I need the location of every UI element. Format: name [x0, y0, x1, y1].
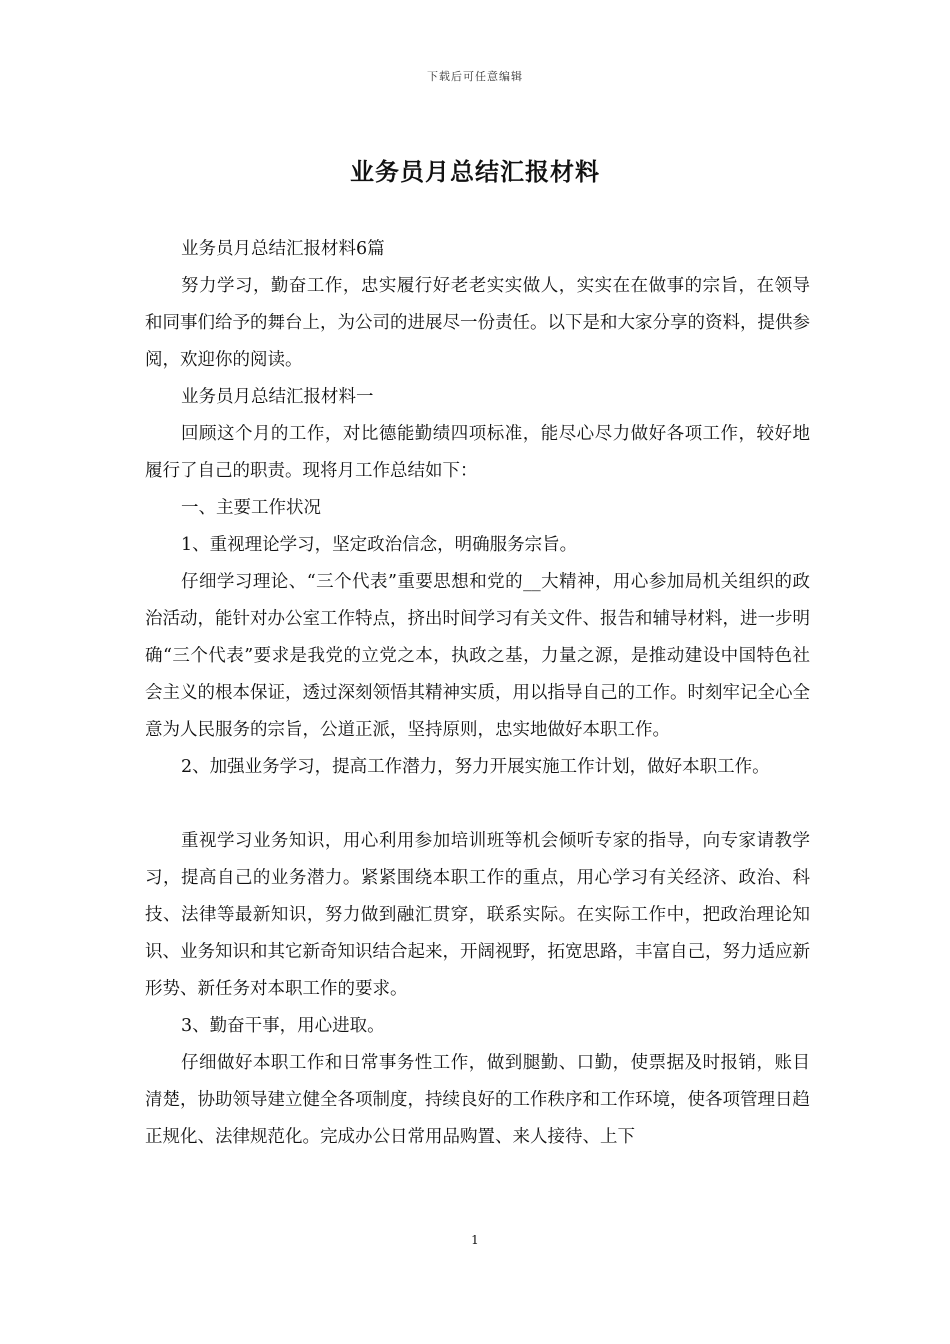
paragraph: 回顾这个月的工作，对比德能勤绩四项标准，能尽心尽力做好各项工作，较好地履行了自己的职责。现将月工作总结如下： [145, 424, 810, 481]
document-body [145, 231, 810, 1156]
paragraph: 业务员月总结汇报材料一 [181, 387, 374, 407]
paragraph: 努力学习，勤奋工作，忠实履行好老老实实做人，实实在在做事的宗旨，在领导和同事们给予的舞台上，为公司的进展尽一份责任。以下是和大家分享的资料，提供参阅，欢迎你的阅读。 [145, 276, 810, 370]
paragraph: 仔细学习理论、“三个代表”重要思想和党的__大精神，用心参加局机关组织的政治活动，能针对办公室工作特点，挤出时间学习有关文件、报告和辅导材料，进一步明确“三个代表”要求是我党的立党之本，执政之基，力量之源，是推动建设中国特色社会主义的根本保证，透过深刻领悟其精神实质，用以指导自己的工作。时刻牢记全心全意为人民服务的宗旨，公道正派，坚持原则，忠实地做好本职工作。 [145, 572, 810, 740]
paragraph: 一、主要工作状况 [181, 498, 321, 518]
paragraph: 重视学习业务知识，用心利用参加培训班等机会倾听专家的指导，向专家请教学习，提高自己的业务潜力。紧紧围绕本职工作的重点，用心学习有关经济、政治、科技、法律等最新知识，努力做到融汇贯穿，联系实际。在实际工作中，把政治理论知识、业务知识和其它新奇知识结合起来，开阔视野，拓宽思路，丰富自己，努力适应新形势、新任务对本职工作的要求。 [145, 831, 810, 999]
paragraph: 2、加强业务学习，提高工作潜力，努力开展实施工作计划，做好本职工作。 [181, 757, 770, 777]
paragraph: 仔细做好本职工作和日常事务性工作，做到腿勤、口勤，使票据及时报销，账目清楚，协助领导建立健全各项制度，持续良好的工作秩序和工作环境，使各项管理日趋正规化、法律规范化。完成办公日常用品购置、来人接待、上下 [145, 1053, 810, 1147]
header-note: 下载后可任意编辑 [427, 70, 523, 83]
paragraph: 3、勤奋干事，用心进取。 [181, 1016, 385, 1036]
document-title: 业务员月总结汇报材料 [350, 157, 600, 186]
paragraph: 1、重视理论学习，坚定政治信念，明确服务宗旨。 [181, 535, 578, 555]
paragraph: 业务员月总结汇报材料6篇 [181, 239, 385, 259]
page-number: 1 [471, 1233, 479, 1247]
